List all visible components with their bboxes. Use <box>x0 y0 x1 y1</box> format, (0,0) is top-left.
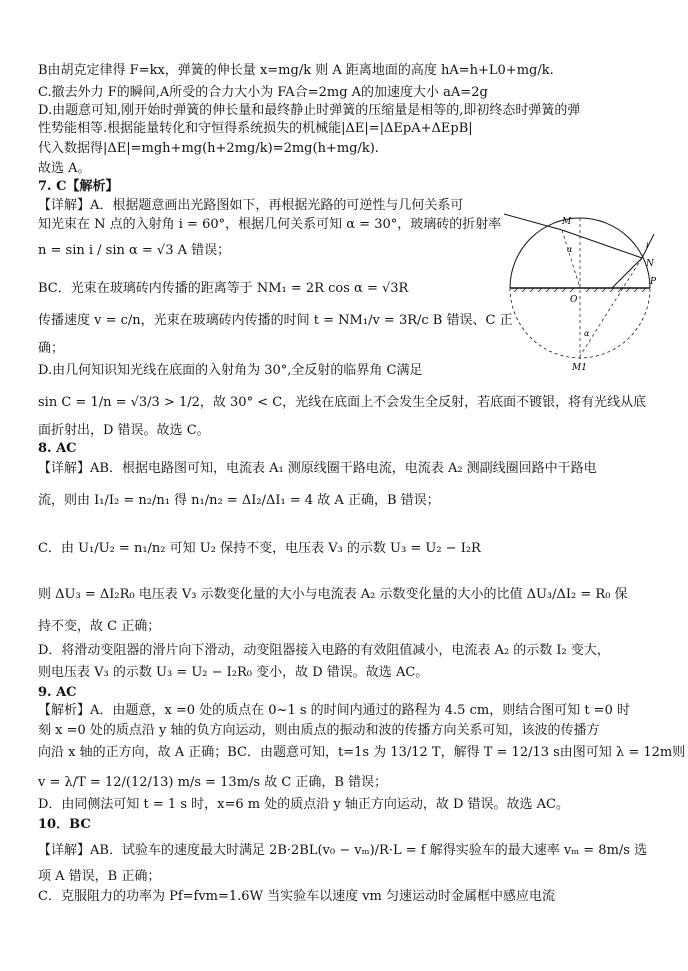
formula-line: 向沿 x 轴的正方向，故 A 正确；BC．由题意可知，t=1s 为 13/12 T，解得 T = 12/13 s由图可知 λ = 12m则 <box>38 745 686 760</box>
text-line: D．将滑动变阻器的滑片向下滑动，动变阻器接入电路的有效阻值减小，电流表 A₂ 的示数 I₂ 变大， <box>38 643 610 658</box>
ray-n-m1 <box>580 258 642 356</box>
formula-line: 【详解】AB．试验车的速度最大时满足 2B·2BL(v₀ − vₘ)/R·L = f 解得实验车的最大速率 vₘ = 8m/s 选 <box>38 843 648 858</box>
label-alpha: α <box>567 245 573 254</box>
text-line: 刻 x =0 处的质点沿 y 轴的负方向运动，则由质点的振动和波的传播方向关系可知，该波的传播方 <box>38 723 600 738</box>
text-line: 确； <box>38 341 65 356</box>
text-line: 持不变，故 C 正确； <box>38 619 161 634</box>
label-m1: M1 <box>572 363 587 373</box>
label-i: i <box>646 241 649 250</box>
label-p: P <box>650 277 657 287</box>
text-line: 故选 A。 <box>38 161 91 176</box>
text-line: C.撤去外力 F的瞬间,A所受的合力大小为 FA合=2mg A的加速度大小 aA=2g <box>38 85 488 100</box>
label-o: O <box>570 295 578 305</box>
formula-line: 则电压表 V₃ 的示数 U₃ = U₂ − I₂R₀ 变小，故 D 错误。故选 AC。 <box>38 665 429 680</box>
formula-line: sin C = 1/n = √3/3 > 1/2，故 30° < C，光线在底面上不会发生全反射，若底面不镀银，将有光线从底 <box>38 395 647 410</box>
answer-heading: 8. AC <box>38 441 77 456</box>
answer-heading: 7. C【解析】 <box>38 179 119 194</box>
text-line: C．克服阻力的功率为 Pf=fvm=1.6W 当实验车以速度 vm 匀速运动时金属框中感应电流 <box>38 889 556 904</box>
answer-heading: 10．BC <box>38 817 91 832</box>
text-line: 面折射出，D 错误。故选 C。 <box>38 423 210 438</box>
text-line: B由胡克定律得 F=kx，弹簧的伸长量 x=mg/k 则 A 距离地面的高度 hA=h+L0+mg/k. <box>38 63 554 78</box>
optics-diagram <box>500 208 660 378</box>
text-line: 代入数据得|ΔE|=mgh+mg(h+2mg/k)=2mg(h+mg/k). <box>38 141 379 156</box>
text-line: D.由几何知识知光线在底面的入射角为 30°,全反射的临界角 C满足 <box>38 363 423 378</box>
formula-line: BC．光束在玻璃砖内传播的距离等于 NM₁ = 2R cos α = √3R <box>38 281 409 296</box>
label-m: M <box>562 217 572 227</box>
text-line: 知光束在 N 点的入射角 i = 60°，根据几何关系可知 α = 30°，玻璃砖的折射率 <box>38 217 502 232</box>
label-alpha-lower: α <box>584 329 590 338</box>
formula-line: 传播速度 v = c/n，光束在玻璃砖内传播的时间 t = NM₁/v = 3R/c B 错误、C 正 <box>38 313 513 328</box>
label-n: N <box>646 259 654 269</box>
radius-line <box>562 230 580 288</box>
formula-line: 则 ΔU₃ = ΔI₂R₀ 电压表 V₃ 示数变化量的大小与电流表 A₂ 示数变化量的大小的比值 ΔU₃/ΔI₂ = R₀ 保 <box>38 587 628 602</box>
text-line: 【详解】A．根据题意画出光路图如下，再根据光路的可逆性与几何关系可 <box>38 198 464 213</box>
text-line: 【解析】A．由题意，x =0 处的质点在 0~1 s 的时间内通过的路程为 4.5 cm，则结合图可知 t =0 时 <box>38 703 630 718</box>
text-line: 性势能相等.根据能量转化和守恒得系统损失的机械能|ΔE|=|ΔEpA+ΔEpB| <box>38 121 473 136</box>
text-line: D．由同侧法可知 t = 1 s 时，x=6 m 处的质点沿 y 轴正方向运动，故 D 错误。故选 AC。 <box>38 797 569 812</box>
formula-line: n = sin i / sin α = √3 A 错误； <box>38 243 231 258</box>
text-line: D.由题意可知,刚开始时弹簧的伸长量和最终静止时弹簧的压缩量是相等的,即初终态时弹簧的弹 <box>38 103 581 118</box>
text-line: 【详解】AB．根据电路图可知，电流表 A₁ 测原线圈干路电流，电流表 A₂ 测副线圈回路中干路电 <box>38 461 597 476</box>
answer-heading: 9. AC <box>38 685 77 700</box>
text-line: 项 A 错误，B 正确； <box>38 869 161 884</box>
ray-n-base <box>612 258 642 288</box>
formula-line: v = λ/T = 12/(12/13) m/s = 13m/s 故 C 正确，B 错误； <box>38 775 388 790</box>
formula-line: C．由 U₁/U₂ = n₁/n₂ 可知 U₂ 保持不变，电压表 V₃ 的示数 U₃ = U₂ − I₂R <box>38 541 481 556</box>
incident-ray <box>504 214 562 230</box>
formula-line: 流，则由 I₁/I₂ = n₂/n₁ 得 n₁/n₂ = ΔI₂/ΔI₁ = 4 故 A 正确，B 错误； <box>38 493 440 508</box>
ray-m-n <box>562 230 642 258</box>
